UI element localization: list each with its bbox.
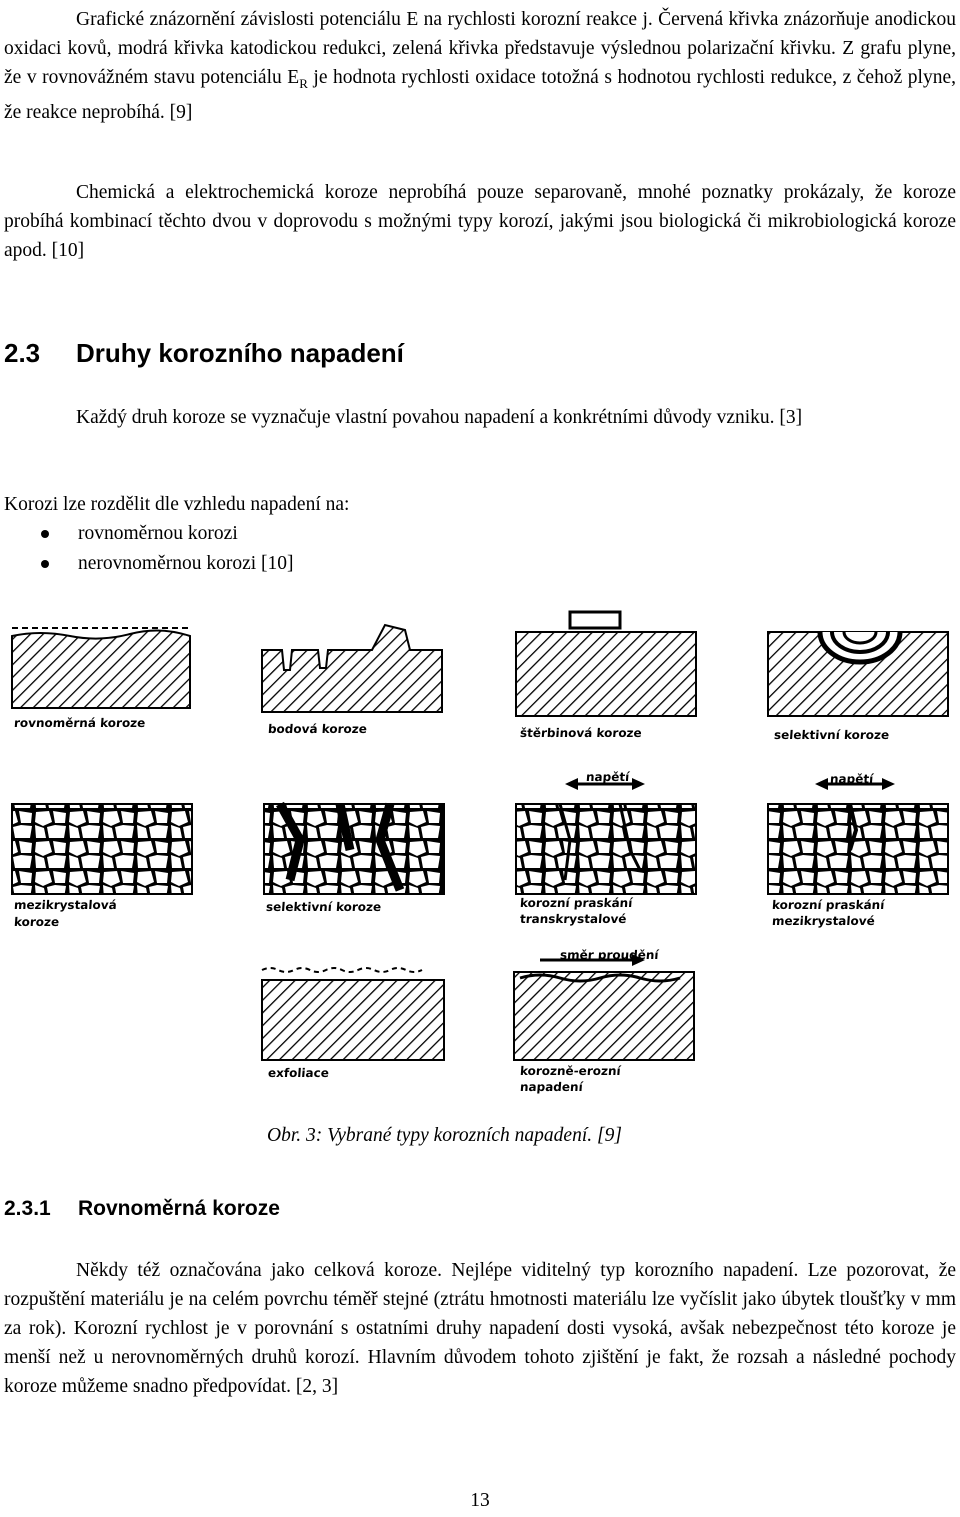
figure-caption: Obr. 3: Vybrané typy korozních napadení. [9] (267, 1125, 622, 1146)
crevice-corrosion-drawing (516, 612, 696, 716)
label-mezikrystalova-2: koroze (13, 915, 60, 929)
label-exfoliace: exfoliace (267, 1066, 330, 1080)
label-napeti-2: napětí (829, 772, 874, 786)
label-mezikrystalova-1: mezikrystalová (13, 898, 118, 912)
list-item: rovnoměrnou korozi (4, 519, 294, 549)
label-selektivni-2: selektivní koroze (265, 900, 382, 914)
intergranular-corrosion-drawing (12, 804, 192, 894)
label-transkryst-1: korozní praskání (519, 896, 633, 910)
transgranular-cracking-drawing (516, 778, 696, 894)
list-item: nerovnoměrnou korozi [10] (4, 549, 294, 579)
label-napeti-1: napětí (585, 770, 630, 784)
label-selektivni-1: selektivní koroze (773, 728, 890, 742)
uniform-corrosion-drawing (12, 628, 190, 708)
kazdy-paragraph: Každý druh koroze se vyznačuje vlastní povahou napadení a konkrétními důvody vzniku. [3] (76, 407, 803, 428)
pitting-corrosion-drawing (262, 625, 442, 712)
label-erozni-2: napadení (519, 1080, 584, 1094)
selective-corrosion-drawing (768, 632, 948, 716)
label-mezikryst-pr-1: korozní praskání (771, 898, 885, 912)
intergranular-cracking-drawing (768, 778, 948, 894)
section-heading-2-3: 2.3 Druhy korozního napadení (4, 338, 404, 368)
label-sterbinova: štěrbinová koroze (519, 726, 643, 740)
exfoliation-drawing (262, 968, 444, 1060)
korozi-lze-paragraph: Korozi lze rozdělit dle vzhledu napadení na: (4, 494, 350, 515)
selective-grain-corrosion-drawing (264, 804, 444, 894)
section-heading-2-3-1: 2.3.1 Rovnoměrná koroze (4, 1197, 280, 1220)
label-smer-proudeni: směr proudění (559, 948, 660, 962)
chemicka-paragraph: Chemická a elektrochemická koroze neprobíhá pouze separovaně, mnohé poznatky prokázaly, že koroze probíhá kombinací těchto dvou v doprovodu s možnými typy korozí, jakými jsou biologická či mikrobiologická koroze apod. [10] (4, 182, 956, 261)
nekdy-paragraph: Někdy též označována jako celková koroze. Nejlépe viditelný typ korozního napadení. Lze pozorovat, že rozpuštění materiálu je na celém povrchu téměř stejné (ztrátu hmotnosti materiálu lze vyčíslit jako úbytek tloušťky v mm za rok). Korozní rychlost je v porovnání s ostatními druhy napadení dosti vysoká, avšak nebezpečnost této koroze je menší než u nerovnoměrných druhů korozí. Hlavním důvodem tohoto zjištění je fakt, že rozsah a následné pochody koroze můžeme snadno předpovídat. [2, 3] (4, 1260, 956, 1397)
label-rovnomerna: rovnoměrná koroze (13, 716, 146, 730)
label-transkryst-2: transkrystalové (519, 912, 627, 926)
intro-paragraph: Grafické znázornění závislosti potenciálu E na rychlosti korozní reakce j. Červená křivka znázorňuje anodickou oxidaci kovů, modrá křivka katodickou redukci, zelená křivka představuje výslednou polarizační křivku. Z grafu plyne, že v rovnovážném stavu potenciálu $E_R$ je hodnota rychlosti oxidace totožná s hodnotou rychlosti redukce, z čehož plyne, že reakce neprobíhá. [9] (4, 9, 956, 123)
label-bodova: bodová koroze (267, 722, 368, 736)
bullet-list (4, 519, 294, 579)
erosion-corrosion-drawing (514, 954, 694, 1060)
label-mezikryst-pr-2: mezikrystalové (771, 914, 876, 928)
label-erozni-1: korozně-erozní (519, 1064, 622, 1078)
page-number: 13 (470, 1490, 490, 1511)
corrosion-types-figure (0, 600, 960, 1100)
